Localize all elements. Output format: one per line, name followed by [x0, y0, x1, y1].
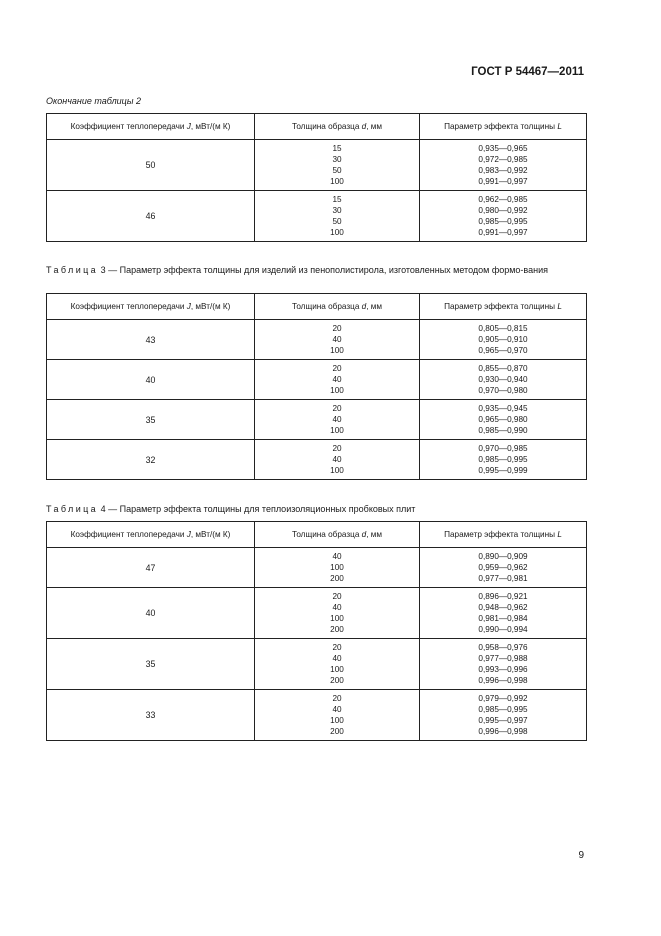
thickness-value: 200: [330, 727, 344, 736]
thickness-value: 40: [332, 455, 342, 464]
thickness-value: 50: [332, 217, 342, 226]
parameter-value: 0,991—0,997: [478, 228, 528, 237]
parameter-cell: [420, 360, 587, 400]
thickness-value: 20: [332, 592, 342, 601]
table-row: [47, 191, 587, 242]
table-row: [47, 548, 587, 588]
thickness-value: 100: [330, 665, 344, 674]
thickness-value: 100: [330, 426, 344, 435]
thickness-value: 100: [330, 228, 344, 237]
thickness-cell: [255, 639, 420, 690]
parameter-cell: [420, 639, 587, 690]
parameter-value: 0,958—0,976: [478, 643, 528, 652]
thickness-value: 200: [330, 625, 344, 634]
parameter-value: 0,948—0,962: [478, 603, 528, 612]
document-id: ГОСТ Р 54467—2011: [471, 66, 584, 78]
thickness-value: 20: [332, 404, 342, 413]
thickness-value: 30: [332, 206, 342, 215]
col-header-thickness: Толщина образца d, мм: [255, 522, 420, 548]
col-header-thickness: Толщина образца d, мм: [255, 114, 420, 140]
parameter-value: 0,979—0,992: [478, 694, 528, 703]
thickness-value: 40: [332, 654, 342, 663]
parameter-cell: [420, 690, 587, 741]
thickness-value: 40: [332, 375, 342, 384]
table-row: [47, 140, 587, 191]
parameter-value: 0,985—0,995: [478, 455, 528, 464]
table-row: [47, 690, 587, 741]
thickness-value: 40: [332, 603, 342, 612]
thickness-cell: [255, 440, 420, 480]
thickness-cell: [255, 360, 420, 400]
thickness-cell: [255, 690, 420, 741]
parameter-value: 0,896—0,921: [478, 592, 528, 601]
table-row: [47, 639, 587, 690]
table3: [46, 293, 587, 480]
thickness-cell: [255, 320, 420, 360]
parameter-cell: [420, 320, 587, 360]
thickness-value: 20: [332, 324, 342, 333]
coefficient-cell: 47: [47, 548, 255, 588]
coefficient-cell: 50: [47, 140, 255, 191]
parameter-value: 0,970—0,985: [478, 444, 528, 453]
parameter-value: 0,996—0,998: [478, 727, 528, 736]
parameter-cell: [420, 140, 587, 191]
thickness-value: 100: [330, 466, 344, 475]
parameter-value: 0,977—0,988: [478, 654, 528, 663]
table2-caption: Окончание таблицы 2: [46, 96, 141, 106]
thickness-value: 100: [330, 716, 344, 725]
parameter-value: 0,930—0,940: [478, 375, 528, 384]
parameter-value: 0,996—0,998: [478, 676, 528, 685]
parameter-value: 0,995—0,999: [478, 466, 528, 475]
thickness-cell: [255, 400, 420, 440]
thickness-value: 40: [332, 705, 342, 714]
table4-caption: Таблица 4 — Параметр эффекта толщины для теплоизоляционных пробковых плит: [46, 504, 416, 514]
parameter-value: 0,935—0,945: [478, 404, 528, 413]
thickness-cell: [255, 191, 420, 242]
thickness-value: 15: [332, 195, 342, 204]
coefficient-cell: 46: [47, 191, 255, 242]
thickness-value: 40: [332, 335, 342, 344]
parameter-value: 0,890—0,909: [478, 552, 528, 561]
coefficient-cell: 35: [47, 639, 255, 690]
parameter-value: 0,855—0,870: [478, 364, 528, 373]
thickness-value: 50: [332, 166, 342, 175]
thickness-value: 15: [332, 144, 342, 153]
thickness-value: 20: [332, 643, 342, 652]
parameter-value: 0,980—0,992: [478, 206, 528, 215]
thickness-value: 20: [332, 364, 342, 373]
table2-end: [46, 113, 587, 242]
parameter-value: 0,965—0,980: [478, 415, 528, 424]
parameter-value: 0,993—0,996: [478, 665, 528, 674]
table-row: [47, 400, 587, 440]
table4: [46, 521, 587, 741]
thickness-value: 100: [330, 386, 344, 395]
thickness-value: 40: [332, 415, 342, 424]
thickness-value: 200: [330, 574, 344, 583]
parameter-value: 0,935—0,965: [478, 144, 528, 153]
parameter-cell: [420, 588, 587, 639]
parameter-value: 0,965—0,970: [478, 346, 528, 355]
col-header-coefficient: Коэффициент теплопередачи J, мВт/(м К): [47, 114, 255, 140]
coefficient-cell: 40: [47, 360, 255, 400]
parameter-cell: [420, 191, 587, 242]
parameter-value: 0,962—0,985: [478, 195, 528, 204]
thickness-value: 30: [332, 155, 342, 164]
parameter-value: 0,991—0,997: [478, 177, 528, 186]
parameter-value: 0,972—0,985: [478, 155, 528, 164]
thickness-value: 40: [332, 552, 342, 561]
thickness-cell: [255, 588, 420, 639]
thickness-cell: [255, 548, 420, 588]
parameter-cell: [420, 440, 587, 480]
parameter-value: 0,985—0,990: [478, 426, 528, 435]
parameter-value: 0,805—0,815: [478, 324, 528, 333]
table-row: [47, 360, 587, 400]
thickness-value: 100: [330, 614, 344, 623]
col-header-coefficient: Коэффициент теплопередачи J, мВт/(м К): [47, 294, 255, 320]
thickness-value: 20: [332, 694, 342, 703]
thickness-value: 200: [330, 676, 344, 685]
thickness-value: 100: [330, 177, 344, 186]
parameter-value: 0,983—0,992: [478, 166, 528, 175]
page-number: 9: [578, 850, 584, 861]
col-header-parameter: Параметр эффекта толщины L: [420, 294, 587, 320]
table-row: [47, 440, 587, 480]
thickness-value: 20: [332, 444, 342, 453]
parameter-value: 0,995—0,997: [478, 716, 528, 725]
table-row: [47, 588, 587, 639]
parameter-value: 0,959—0,962: [478, 563, 528, 572]
coefficient-cell: 35: [47, 400, 255, 440]
parameter-cell: [420, 548, 587, 588]
parameter-value: 0,905—0,910: [478, 335, 528, 344]
coefficient-cell: 33: [47, 690, 255, 741]
col-header-parameter: Параметр эффекта толщины L: [420, 522, 587, 548]
table3-caption: Таблица 3 — Параметр эффекта толщины для изделий из пенополистирола, изготовленных методом формо-вания: [46, 265, 548, 275]
parameter-value: 0,985—0,995: [478, 705, 528, 714]
parameter-cell: [420, 400, 587, 440]
parameter-value: 0,977—0,981: [478, 574, 528, 583]
col-header-thickness: Толщина образца d, мм: [255, 294, 420, 320]
coefficient-cell: 43: [47, 320, 255, 360]
thickness-value: 100: [330, 563, 344, 572]
col-header-coefficient: Коэффициент теплопередачи J, мВт/(м К): [47, 522, 255, 548]
thickness-cell: [255, 140, 420, 191]
thickness-value: 100: [330, 346, 344, 355]
table-row: [47, 320, 587, 360]
parameter-value: 0,981—0,984: [478, 614, 528, 623]
parameter-value: 0,970—0,980: [478, 386, 528, 395]
coefficient-cell: 40: [47, 588, 255, 639]
coefficient-cell: 32: [47, 440, 255, 480]
parameter-value: 0,985—0,995: [478, 217, 528, 226]
parameter-value: 0,990—0,994: [478, 625, 528, 634]
col-header-parameter: Параметр эффекта толщины L: [420, 114, 587, 140]
